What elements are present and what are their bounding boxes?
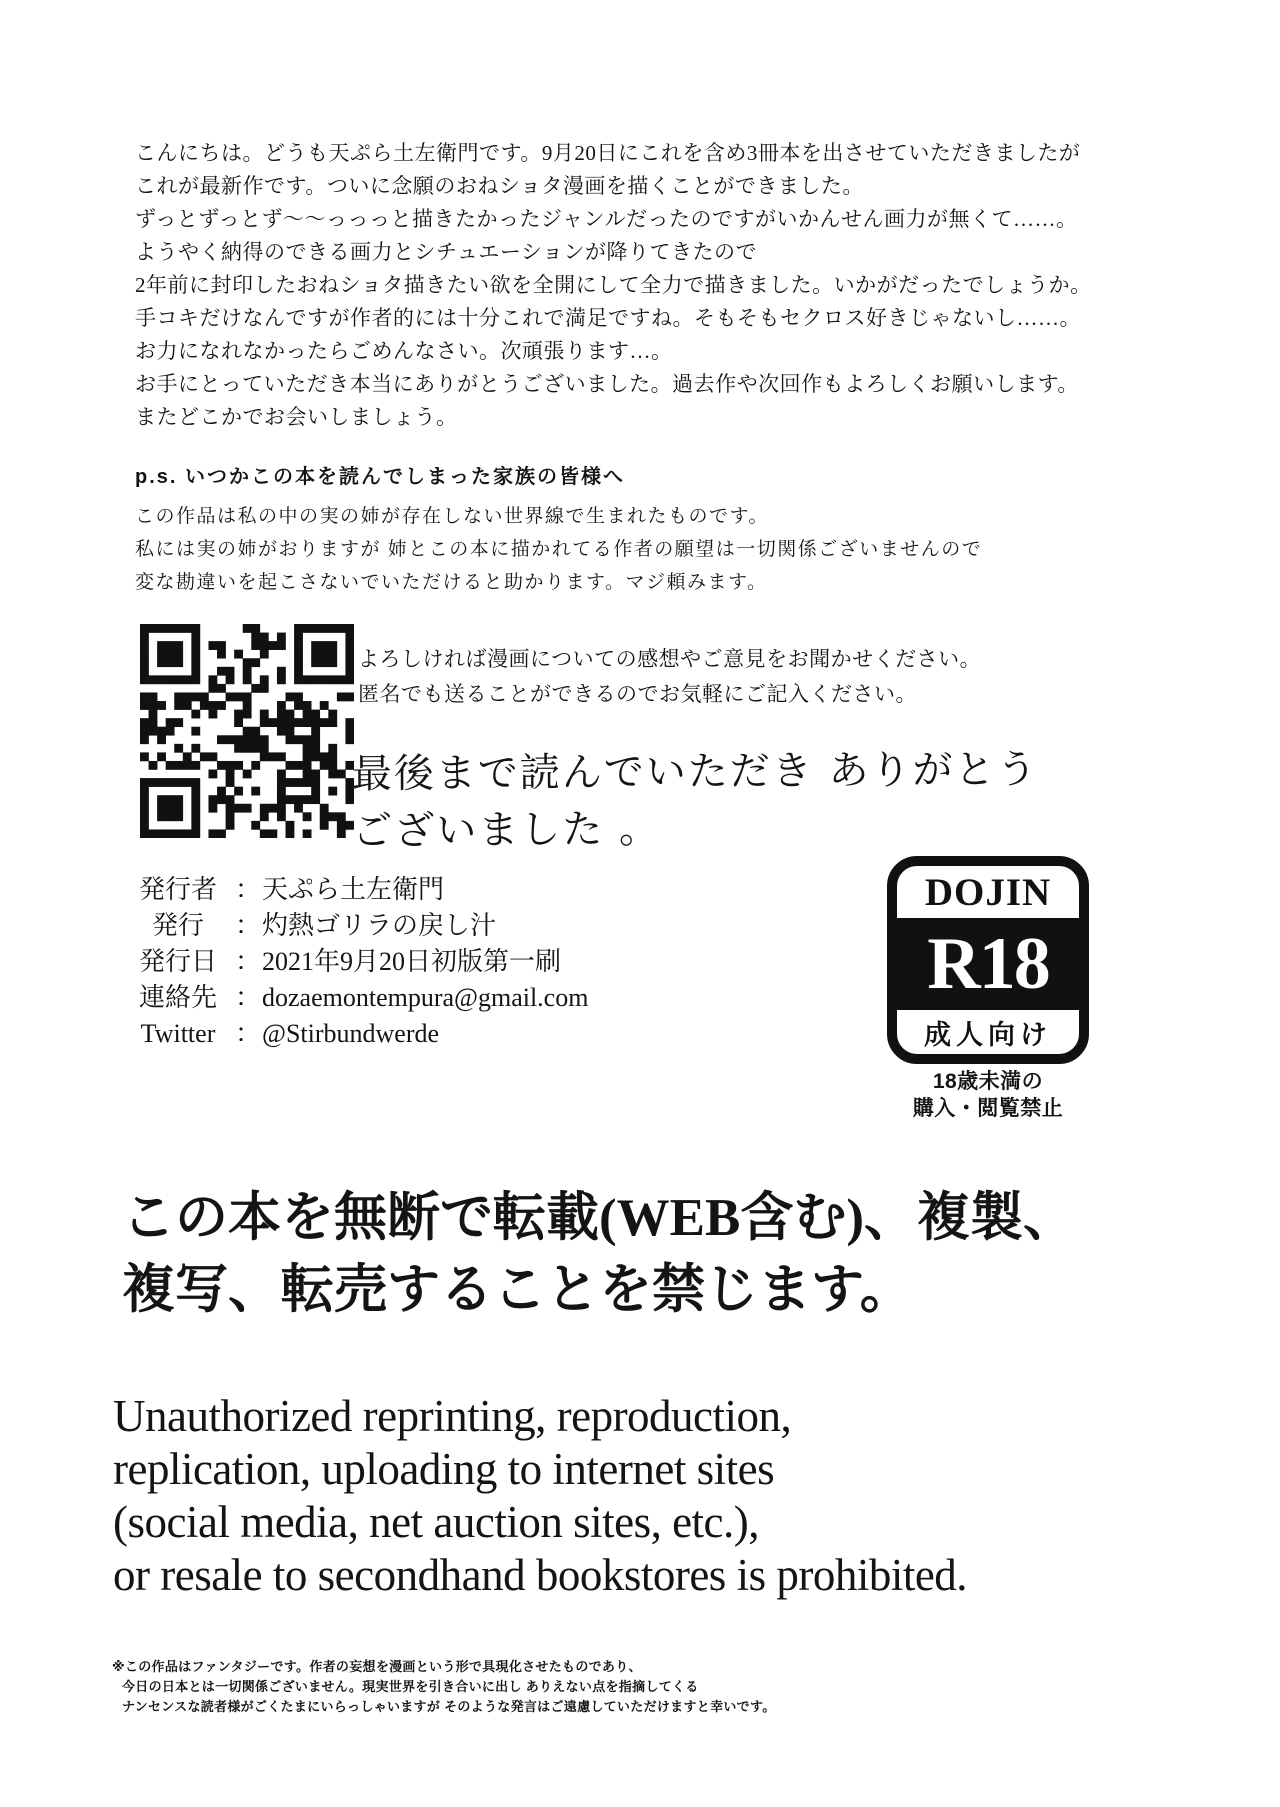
- colophon-separator: ：: [234, 911, 261, 940]
- colophon-row-date: [122, 944, 588, 980]
- afterword-line: お手にとっていただき本当にありがとうございました。過去作や次回作もよろしくお願いします。: [135, 372, 1079, 396]
- colophon-separator: ：: [234, 983, 261, 1012]
- badge-age-restriction-note: [848, 1068, 1128, 1122]
- feedback-line: 匿名でも送ることができるのでお気軽にご記入ください。: [358, 682, 917, 706]
- colophon-row-contact: [122, 980, 588, 1016]
- colophon-label: 発行日: [138, 947, 217, 976]
- colophon-label: Twitter: [140, 1019, 216, 1048]
- colophon-separator: ：: [234, 875, 261, 904]
- ps-heading: p.s. いつかこの本を読んでしまった家族の皆様へ: [135, 466, 626, 488]
- afterword-text: [135, 137, 1145, 434]
- afterword-line: 2年前に封印したおねショタ描きたい欲を全開にして全力で描きました。いかがだったでしょうか。: [135, 273, 1092, 297]
- colophon-row-publisher: [122, 872, 588, 908]
- colophon-separator: ：: [234, 1019, 261, 1048]
- afterword-line: またどこかでお会いしましょう。: [135, 405, 458, 429]
- colophon-value: 灼熱ゴリラの戻し汁: [262, 911, 497, 940]
- fantasy-disclaimer: [112, 1657, 1162, 1717]
- colophon-separator: ：: [234, 947, 261, 976]
- prohibition-statement-jp: [122, 1182, 1222, 1326]
- badge-dojin-label: DOJIN: [924, 870, 1052, 914]
- feedback-text: [358, 642, 1078, 712]
- colophon: [122, 872, 588, 1052]
- qr-code: [140, 624, 354, 838]
- prohibition-en-line: (social media, net auction sites, etc.),: [113, 1497, 760, 1547]
- ps-line: 変な勘違いを起こさないでいただけると助かります。マジ頼みます。: [135, 572, 768, 593]
- colophon-row-twitter: [122, 1016, 588, 1052]
- ps-section: [135, 460, 1115, 599]
- disclaimer-line: ナンセンスな読者様がごくたまにいらっしゃいますが そのような発言はご遠慮していただけますと幸いです。: [122, 1699, 776, 1714]
- colophon-email: dozaemontempura@gmail.com: [262, 983, 589, 1012]
- badge-r18-label: R18: [897, 918, 1079, 1010]
- colophon-value: 2021年9月20日初版第一刷: [262, 947, 562, 976]
- prohibition-en-line: replication, uploading to internet sites: [113, 1444, 775, 1494]
- colophon-row-circle: [122, 908, 588, 944]
- prohibition-statement-en: [113, 1390, 1213, 1602]
- afterword-line: お力になれなかったらごめんなさい。次頑張ります…。: [135, 339, 673, 363]
- afterword-line: こんにちは。どうも天ぷら土左衛門です。9月20日にこれを含め3冊本を出させていただきましたが: [135, 141, 1081, 165]
- badge-adults-only-label: 成人向け: [924, 1019, 1052, 1050]
- badge-note-line: 18歳未満の: [932, 1070, 1044, 1093]
- feedback-line: よろしければ漫画についての感想やご意見をお聞かせください。: [358, 647, 982, 671]
- disclaimer-line: 今日の日本とは一切関係ございません。現実世界を引き合いに出し ありえない点を指摘してくる: [122, 1679, 699, 1694]
- colophon-value: 天ぷら土左衛門: [262, 875, 445, 904]
- colophon-label: 発行: [151, 911, 204, 940]
- prohibition-jp-line: 複写、転売することを禁じます。: [122, 1261, 913, 1319]
- colophon-label: 連絡先: [138, 983, 217, 1012]
- afterword-line: これが最新作です。ついに念願のおねショタ漫画を描くことができました。: [135, 174, 864, 198]
- ps-line: この作品は私の中の実の姉が存在しない世界線で生まれたものです。: [135, 506, 769, 527]
- afterword-line: ようやく納得のできる画力とシチュエーションが降りてきたので: [135, 240, 758, 264]
- handwritten-thanks: 最後まで読んでいただき ありがとうございました 。: [351, 746, 1039, 855]
- ps-line: 私には実の姉がおりますが 姉とこの本に描かれてる作者の願望は一切関係ございませんので: [135, 539, 983, 560]
- colophon-twitter-handle: @Stirbundwerde: [262, 1019, 440, 1048]
- badge-note-line: 購入・閲覧禁止: [912, 1097, 1064, 1120]
- prohibition-en-line: Unauthorized reprinting, reproduction,: [113, 1391, 792, 1441]
- prohibition-jp-line: この本を無断で転載(WEB含む)、複製、: [122, 1189, 1076, 1247]
- afterword-line: 手コキだけなんですが作者的には十分これで満足ですね。そもそもセクロス好きじゃないし……。: [135, 306, 1081, 330]
- prohibition-en-line: or resale to secondhand bookstores is prohibited.: [113, 1550, 968, 1600]
- colophon-label: 発行者: [138, 875, 217, 904]
- afterword-line: ずっとずっとず〜〜っっっと描きたかったジャンルだったのですがいかんせん画力が無くて……。: [135, 207, 1078, 231]
- r18-rating-badge: [887, 856, 1089, 1064]
- disclaimer-line: ※この作品はファンタジーです。作者の妄想を漫画という形で具現化させたものであり、: [112, 1659, 642, 1674]
